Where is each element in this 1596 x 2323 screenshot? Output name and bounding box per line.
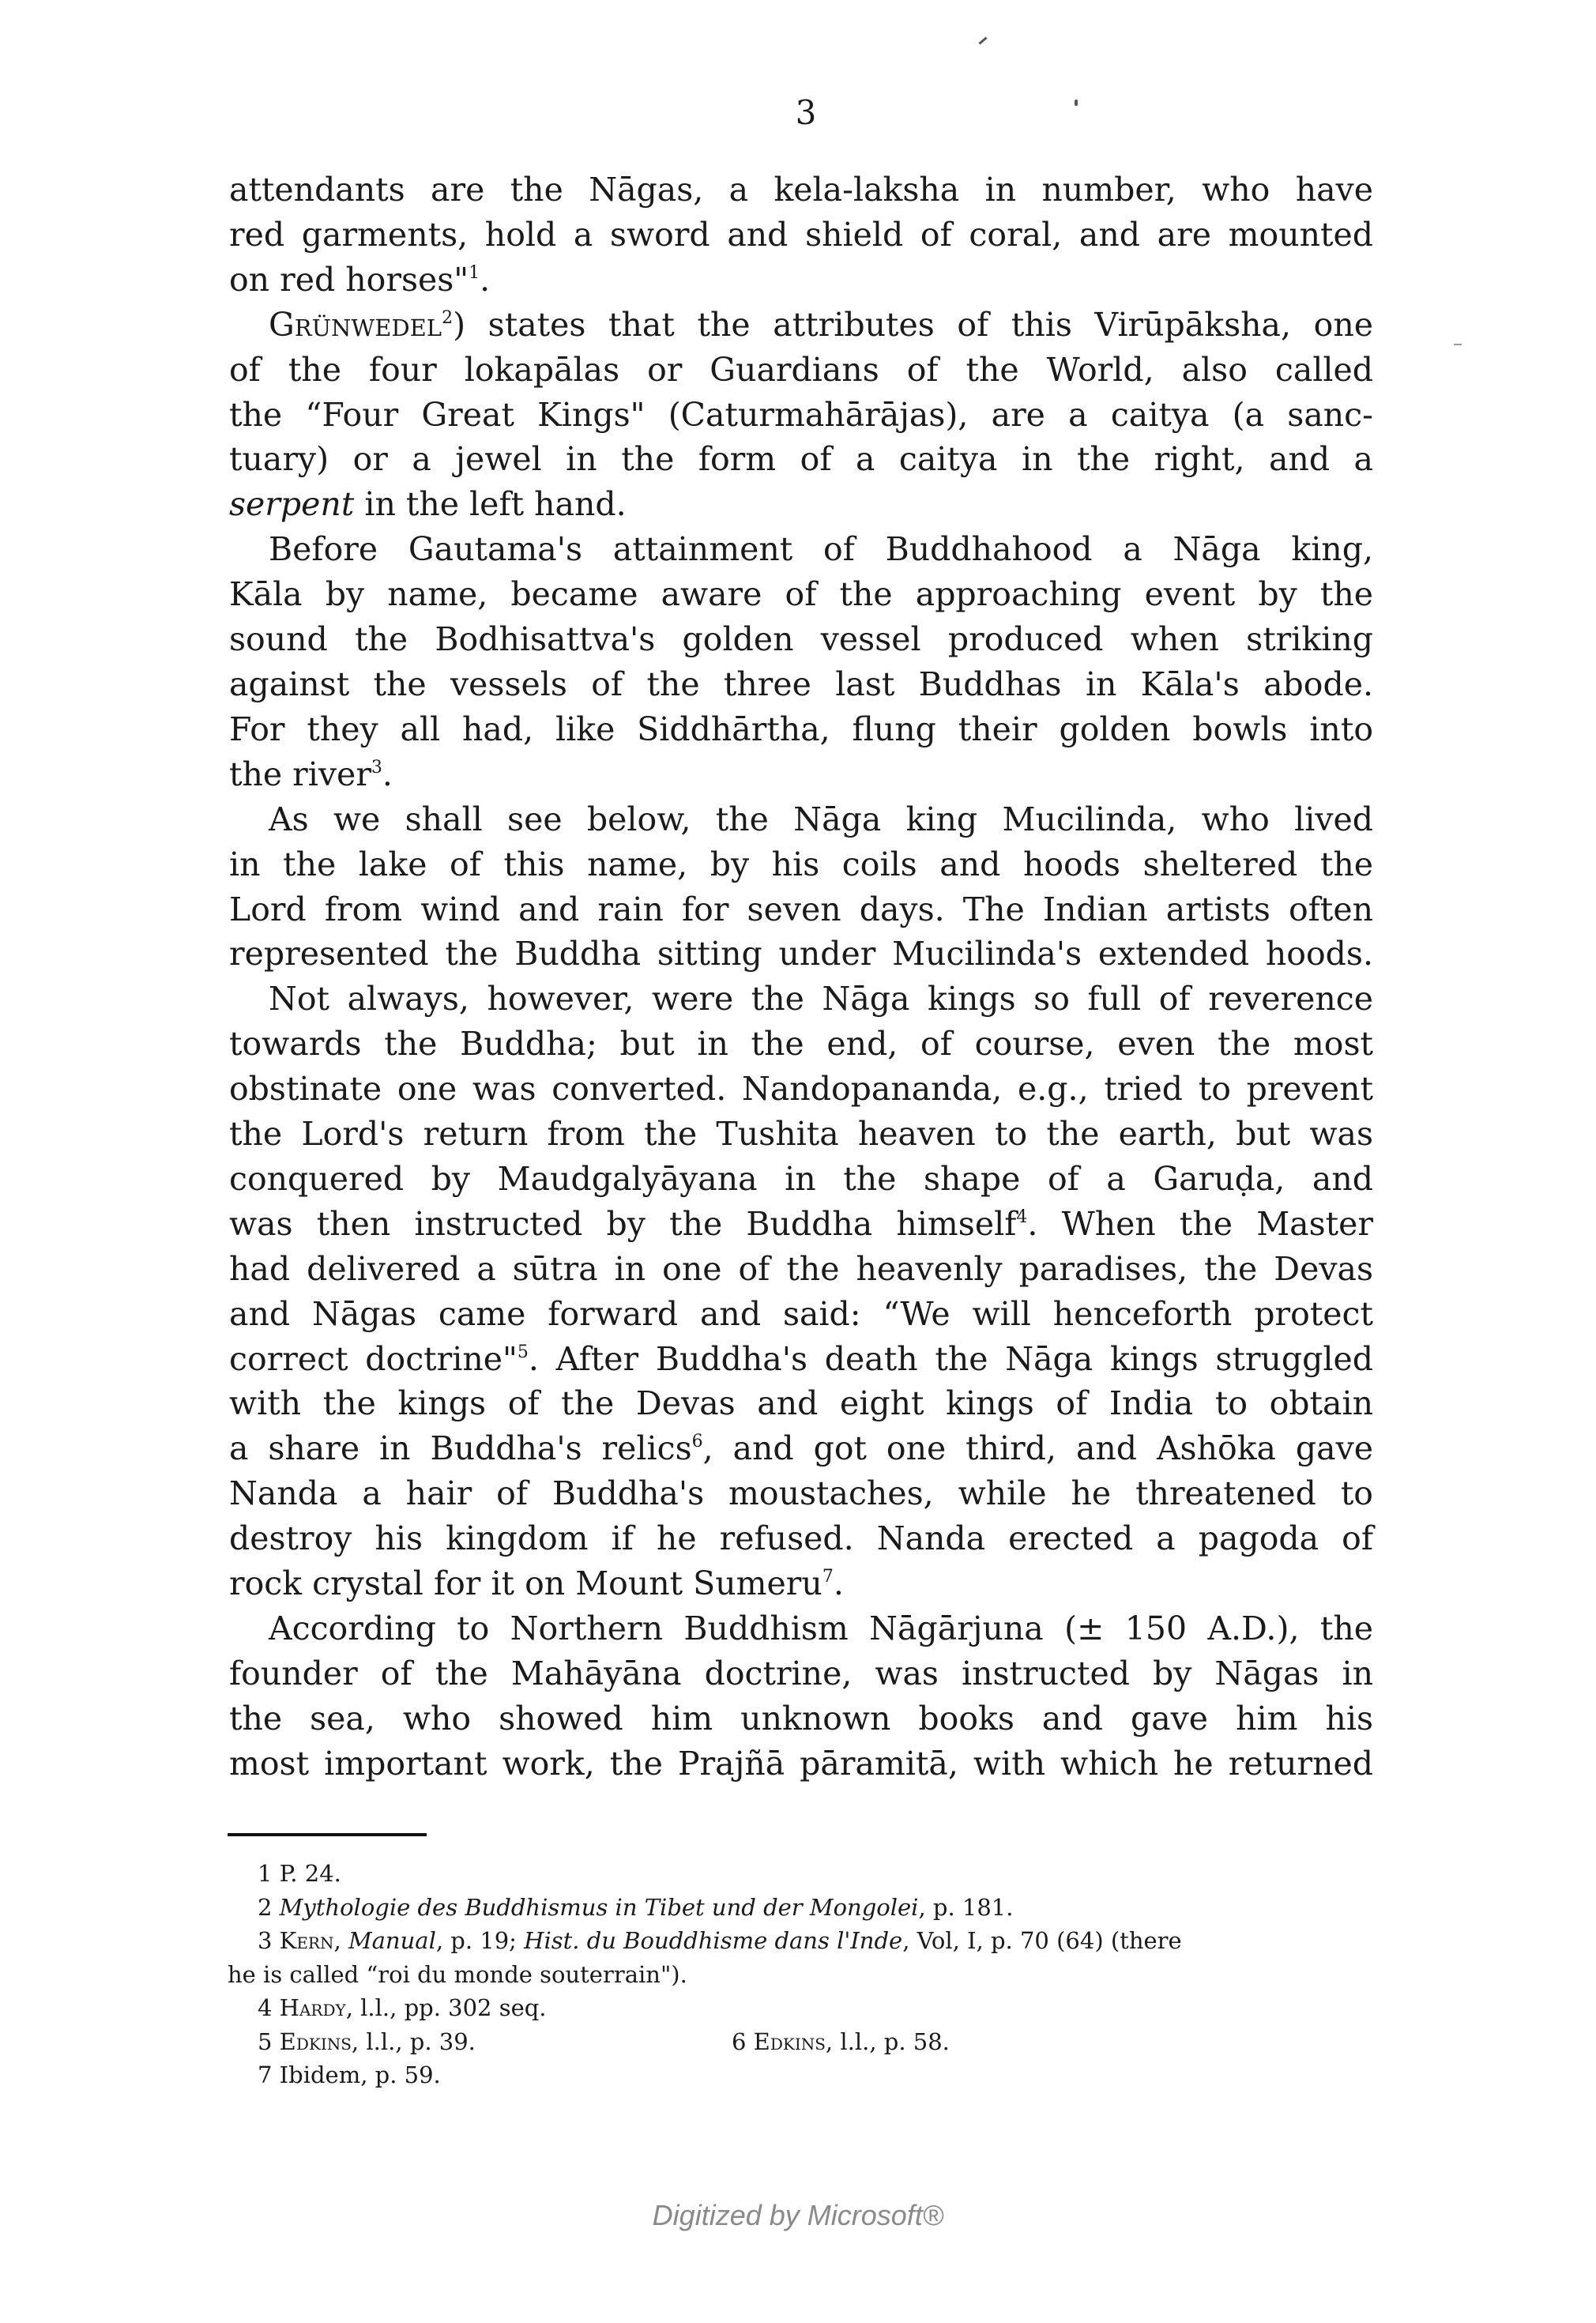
text-line: and Nāgas came forward and said: “We will henceforth protect bbox=[229, 1294, 1373, 1333]
text-line: towards the Buddha; but in the end, of course, even the most bbox=[229, 1025, 1373, 1064]
page-number: 3 bbox=[795, 93, 817, 132]
text-line: attendants are the Nāgas, a kela-laksha in number, who have bbox=[229, 171, 1373, 209]
text-line: Lord from wind and rain for seven days. The Indian artists often bbox=[229, 890, 1373, 928]
footnote-divider bbox=[228, 1833, 427, 1836]
text-line: As we shall see below, the Nāga king Mucilinda, who lived bbox=[269, 800, 1373, 838]
text-line: the river$^3$. bbox=[229, 755, 393, 793]
footnote-3-continued: he is called “roi du monde souterrain"). bbox=[228, 1960, 687, 1988]
text-line: the sea, who showed him unknown books and gave him his bbox=[229, 1699, 1373, 1738]
text-line: Grünwedel$^2$) states that the attributes of this Virūpāksha, one bbox=[269, 305, 1373, 344]
footnote-ref[interactable]: 1 bbox=[469, 262, 480, 283]
digitization-watermark: Digitized by Microsoft® bbox=[652, 2199, 944, 2231]
text-line: obstinate one was converted. Nandopananda, e.g., tried to prevent bbox=[229, 1070, 1373, 1109]
text-line: was then instructed by the Buddha himself$^4$. When the Master bbox=[229, 1204, 1374, 1243]
text-line: tuary) or a jewel in the form of a caitya in the right, and a bbox=[229, 440, 1373, 479]
paragraph bbox=[229, 1606, 1373, 1786]
paragraph bbox=[229, 977, 1373, 1606]
text-line: Nanda a hair of Buddha's moustaches, while he threatened to bbox=[229, 1474, 1373, 1513]
text-line: rock crystal for it on Mount Sumeru$^7$. bbox=[229, 1564, 844, 1603]
text-line: Before Gautama's attainment of Buddhahood a Nāga king, bbox=[269, 530, 1373, 569]
footnote-ref[interactable]: 7 bbox=[822, 1567, 834, 1587]
text-line: against the vessels of the three last Buddhas in Kāla's abode. bbox=[229, 665, 1373, 703]
paragraph bbox=[229, 303, 1373, 528]
footnote-7: 7 Ibidem, p. 59. bbox=[258, 2061, 441, 2088]
text-line: the “Four Great Kings" (Caturmahārājas), are a caitya (a sanc- bbox=[229, 395, 1373, 434]
text-line: the Lord's return from the Tushita heaven to the earth, but was bbox=[229, 1115, 1373, 1154]
text-line: red garments, hold a sword and shield of coral, and are mounted bbox=[229, 215, 1373, 254]
text-line: For they all had, like Siddhārtha, flung their golden bowls into bbox=[229, 710, 1373, 748]
footnote-ref[interactable]: 3 bbox=[371, 757, 382, 777]
text-line: serpent in the left hand. bbox=[229, 485, 627, 524]
text-line: of the four lokapālas or Guardians of the World, also called bbox=[229, 350, 1373, 389]
paragraph bbox=[229, 168, 1373, 303]
text-line: with the kings of the Devas and eight kings of India to obtain bbox=[229, 1384, 1373, 1423]
scan-speck bbox=[1454, 344, 1462, 345]
scan-speck bbox=[978, 36, 987, 44]
footnote-ref[interactable]: 4 bbox=[1016, 1207, 1028, 1227]
footnotes bbox=[228, 1857, 1373, 2092]
footnote-1: 1 P. 24. bbox=[258, 1860, 341, 1887]
footnote-3: 3 Kern, Manual, p. 19; Hist. du Bouddhisme dans l'Inde, Vol, I, p. 70 (64) (there bbox=[258, 1927, 1182, 1954]
text-line: sound the Bodhisattva's golden vessel produced when striking bbox=[229, 620, 1373, 659]
body-text bbox=[229, 168, 1373, 1786]
text-line: According to Northern Buddhism Nāgārjuna (± 150 A.D.), the bbox=[269, 1610, 1373, 1647]
paragraph bbox=[229, 797, 1373, 977]
footnote-row-5-6 bbox=[228, 2025, 1373, 2059]
text-line: a share in Buddha's relics$^6$, and got one third, and Ashōka gave bbox=[229, 1429, 1374, 1468]
footnote-4: 4 Hardy, l.l., pp. 302 seq. bbox=[258, 1994, 547, 2021]
footnote-ref[interactable]: 2 bbox=[442, 307, 454, 328]
text-line: most important work, the Prajñā pāramitā, with which he returned bbox=[229, 1744, 1373, 1783]
text-line: Kāla by name, became aware of the approaching event by the bbox=[229, 575, 1373, 614]
text-line: in the lake of this name, by his coils and hoods sheltered the bbox=[229, 845, 1373, 883]
footnote-5: 5 Edkins, l.l., p. 39. bbox=[258, 2027, 476, 2055]
footnote-2: 2 Mythologie des Buddhismus in Tibet und der Mongolei, p. 181. bbox=[258, 1893, 1014, 1921]
footnote-ref[interactable]: 6 bbox=[691, 1432, 703, 1452]
text-line: conquered by Maudgalyāyana in the shape of a Garuḍa, and bbox=[229, 1159, 1373, 1198]
text-line: Not always, however, were the Nāga kings so full of reverence bbox=[269, 980, 1373, 1018]
text-line: on red horses"$^1$. bbox=[229, 260, 491, 299]
text-line: correct doctrine"$^5$. After Buddha's death the Nāga kings struggled bbox=[229, 1339, 1374, 1378]
footnote-6: 6 Edkins, l.l., p. 58. bbox=[732, 2027, 950, 2055]
text-line: founder of the Mahāyāna doctrine, was instructed by Nāgas in bbox=[229, 1654, 1373, 1692]
text-line: had delivered a sūtra in one of the heavenly paradises, the Devas bbox=[229, 1249, 1373, 1288]
text-line: destroy his kingdom if he refused. Nanda erected a pagoda of bbox=[229, 1519, 1373, 1558]
footnote-ref[interactable]: 5 bbox=[517, 1342, 529, 1362]
author-name: Grünwedel bbox=[269, 305, 442, 344]
text-line: represented the Buddha sitting under Mucilinda's extended hoods. bbox=[229, 935, 1373, 973]
paragraph bbox=[229, 527, 1373, 796]
